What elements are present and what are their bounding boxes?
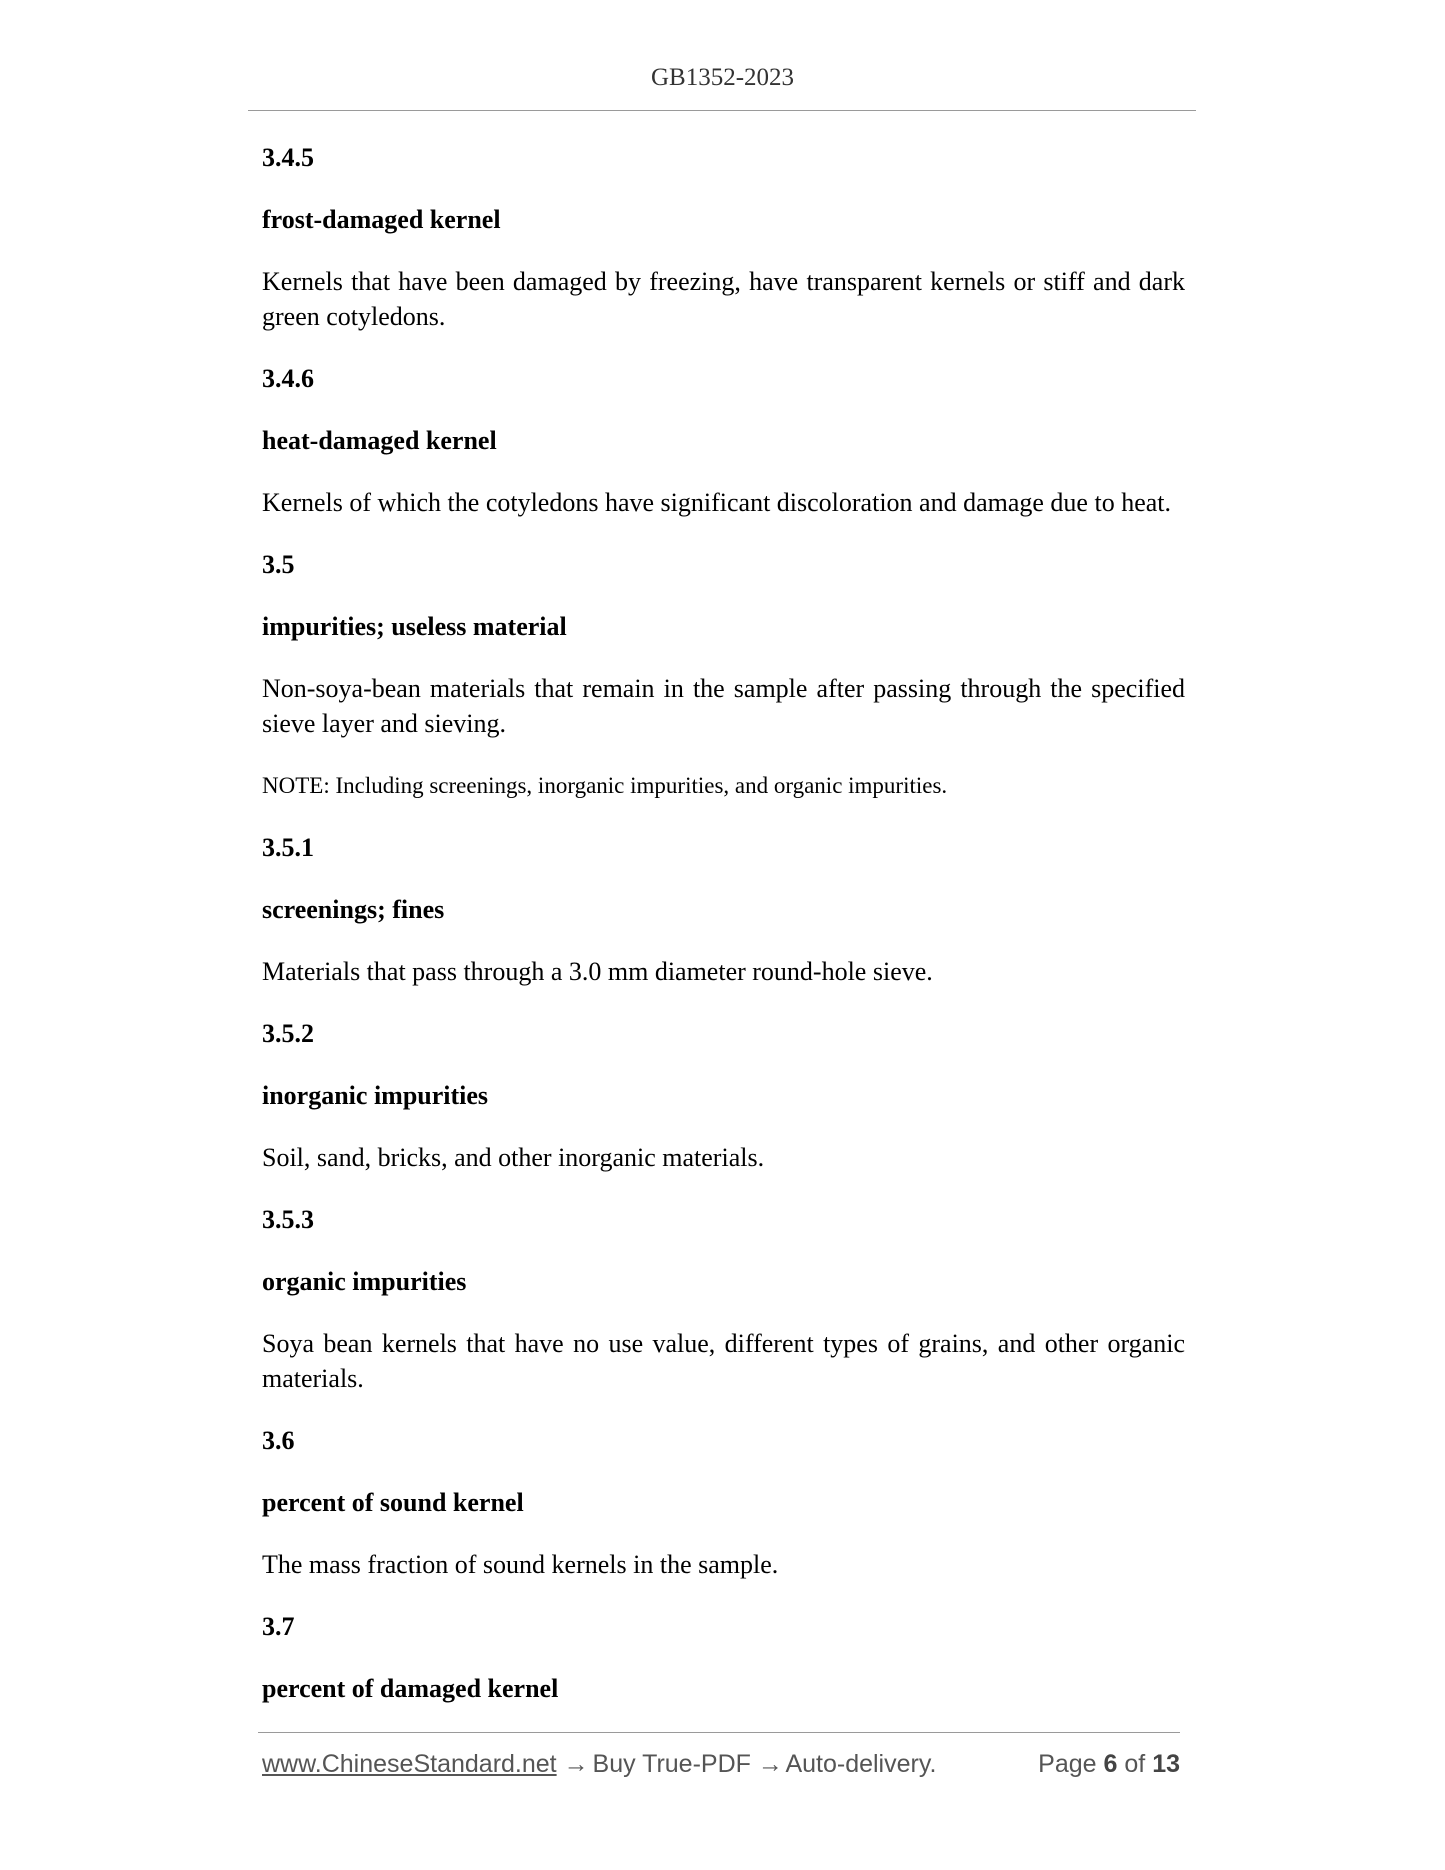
page-label: Page: [1038, 1750, 1097, 1778]
clause-definition: Non-soya-bean materials that remain in the sample after passing through the specified sieve layer and sieving.: [262, 674, 1185, 738]
clause-term: heat-damaged kernel: [262, 426, 497, 455]
clause-number: 3.6: [262, 1426, 295, 1455]
site-link[interactable]: www.ChineseStandard.net: [262, 1750, 557, 1778]
clause-term: percent of damaged kernel: [262, 1674, 559, 1703]
clause-note: NOTE: Including screenings, inorganic impurities, and organic impurities.: [262, 773, 948, 798]
clause-definition: Soil, sand, bricks, and other inorganic materials.: [262, 1143, 765, 1172]
clause-term: inorganic impurities: [262, 1081, 489, 1110]
page-indicator: [1038, 1750, 1180, 1779]
clause-number: 3.4.5: [262, 143, 314, 172]
clause-term: frost-damaged kernel: [262, 205, 501, 234]
of-label: of: [1124, 1750, 1146, 1778]
current-page-number: 6: [1103, 1750, 1118, 1778]
clause-number: 3.5: [262, 550, 295, 579]
clause-term: impurities; useless material: [262, 612, 567, 641]
clause-number: 3.7: [262, 1612, 295, 1641]
clause-definition: Materials that pass through a 3.0 mm diameter round-hole sieve.: [262, 957, 933, 986]
auto-delivery-text: Auto-delivery.: [785, 1750, 937, 1778]
document-body: [262, 140, 1185, 1706]
clause-number: 3.5.3: [262, 1205, 314, 1234]
clause-term: screenings; fines: [262, 895, 445, 924]
buy-true-pdf-text: Buy True-PDF: [592, 1750, 751, 1778]
header-divider: [248, 110, 1196, 111]
clause-definition: Soya bean kernels that have no use value, different types of grains, and other organic materials.: [262, 1329, 1185, 1393]
clause-number: 3.5.2: [262, 1019, 314, 1048]
clause-term: organic impurities: [262, 1267, 467, 1296]
arrow-right-icon: →: [757, 1750, 783, 1778]
clause-definition: The mass fraction of sound kernels in the sample.: [262, 1550, 779, 1579]
clause-definition: Kernels of which the cotyledons have significant discoloration and damage due to heat.: [262, 488, 1171, 517]
clause-number: 3.4.6: [262, 364, 314, 393]
document-id-header: GB1352-2023: [650, 64, 795, 91]
total-pages-number: 13: [1152, 1750, 1180, 1778]
arrow-right-icon: →: [563, 1750, 589, 1778]
clause-definition: Kernels that have been damaged by freezing, have transparent kernels or stiff and dark green cotyledons.: [262, 267, 1185, 331]
clause-term: percent of sound kernel: [262, 1488, 524, 1517]
footer-divider: [258, 1732, 1180, 1733]
page-footer: [262, 1750, 1180, 1779]
clause-number: 3.5.1: [262, 833, 314, 862]
